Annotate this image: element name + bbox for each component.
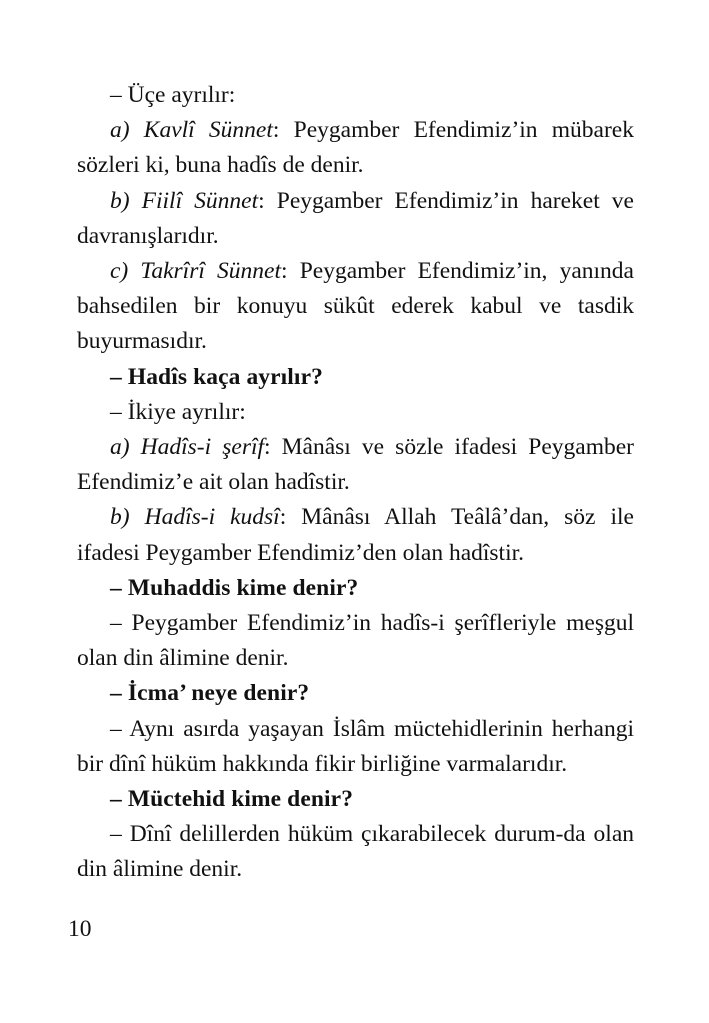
- paragraph-muctehid-cevap: – Dînî delillerden hüküm çıkarabilecek durum-da olan din âlimine denir.: [77, 821, 634, 883]
- heading-icma-neye-denir: – İcma’ neye denir?: [110, 680, 310, 707]
- heading-muctehid-kime-denir: – Müctehid kime denir?: [110, 786, 354, 813]
- paragraph-takriri-sunnet: [77, 254, 634, 360]
- paragraph-uce-ayrilir: – Üçe ayrılır:: [110, 82, 236, 108]
- heading-muhaddis-kime-denir: – Muhaddis kime denir?: [110, 574, 359, 601]
- body-hadis-i-kudsi: : Mânâsı Allah Teâlâ’dan, söz ile ifadesi Peygamber Efendimiz’den olan hadîstir.: [77, 504, 634, 566]
- paragraph-muhaddis-cevap: – Peygamber Efendimiz’in hadîs-i şerîfleriyle meşgul olan din âlimine denir.: [77, 610, 634, 672]
- label-hadis-i-serif: a) Hadîs-i şerîf: [110, 434, 265, 461]
- label-hadis-i-kudsi: b) Hadîs-i kudsî: [110, 504, 280, 531]
- paragraph-hadis-i-kudsi: [77, 500, 634, 570]
- paragraph-icma-cevap: – Aynı asırda yaşayan İslâm müctehidlerinin herhangi bir dînî hüküm hakkında fikir birliğine varmalarıdır.: [77, 715, 634, 777]
- body-takriri-sunnet: : Peygamber Efendimiz’in, yanında bahsedilen bir konuyu sükût ederek kabul ve tasdik buyurmasıdır.: [77, 258, 634, 355]
- body-hadis-i-serif: : Mânâsı ve sözle ifadesi Peygamber Efendimiz’e ait olan hadîstir.: [77, 434, 634, 496]
- heading-hadis-kaca-ayrilir: – Hadîs kaça ayrılır?: [110, 363, 323, 390]
- label-fiili-sunnet: b) Fiilî Sünnet: [110, 187, 259, 214]
- body-fiili-sunnet: : Peygamber Efendimiz’in hareket ve davranışlarıdır.: [77, 187, 634, 249]
- paragraph-fiili-sunnet: [77, 184, 634, 254]
- label-takriri-sunnet: c) Takrîrî Sünnet: [110, 258, 281, 285]
- page-text-block: [77, 78, 634, 888]
- body-kavli-sunnet: : Peygamber Efendimiz’in mübarek sözleri ki, buna hadîs de denir.: [77, 117, 634, 179]
- paragraph-hadis-i-serif: [77, 430, 634, 500]
- paragraph-ikiye-ayrilir: – İkiye ayrılır:: [110, 398, 246, 425]
- label-kavli-sunnet: a) Kavlî Sünnet: [110, 117, 273, 144]
- paragraph-kavli-sunnet: [77, 113, 634, 183]
- page-number: 10: [68, 916, 92, 942]
